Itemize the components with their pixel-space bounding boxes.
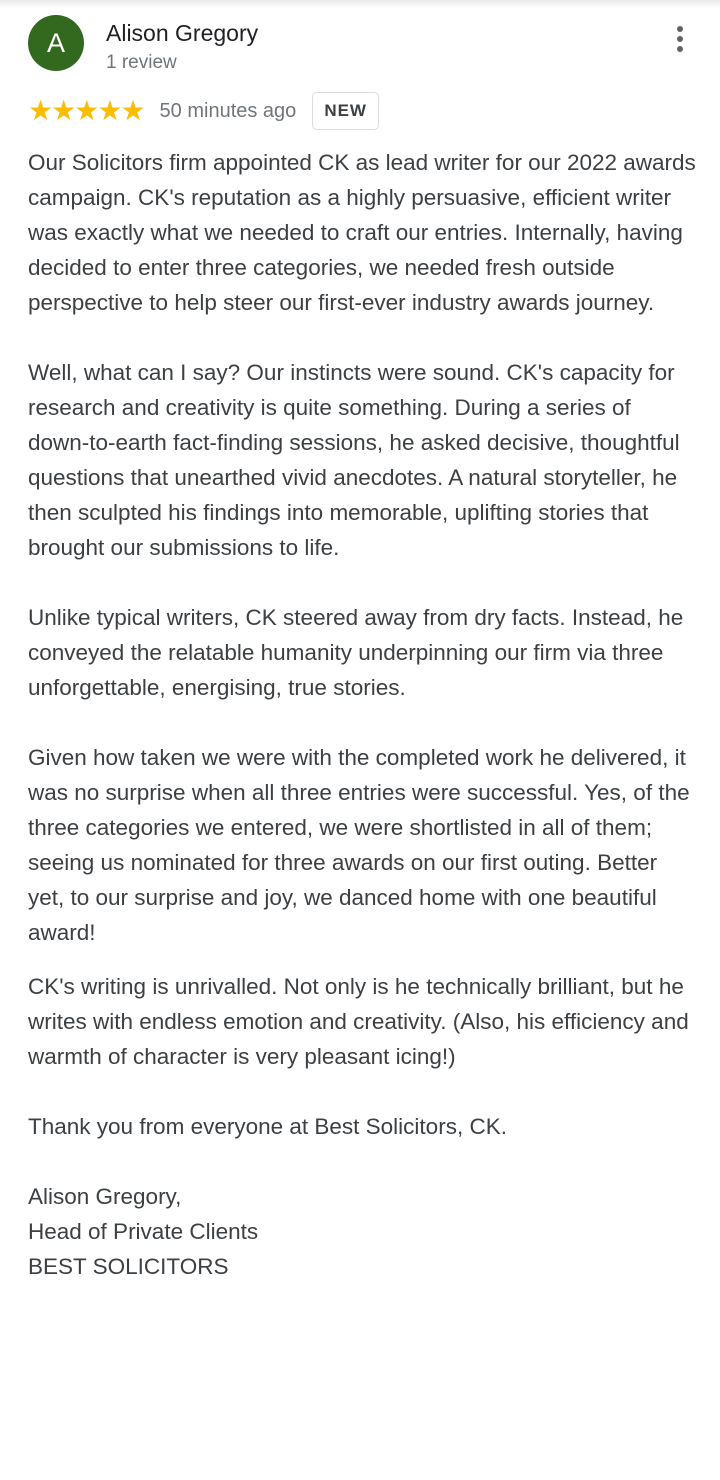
review-paragraph: Thank you from everyone at Best Solicitors, CK.	[28, 1114, 507, 1139]
review-paragraph: Well, what can I say? Our instincts were sound. CK's capacity for research and creativity is quite something. During a series of down-to-earth fact-finding sessions, he asked decisive, thoughtful questions that unearthed vivid anecdotes. A natural storyteller, he then sculpted his findings into memorable, uplifting stories that brought our submissions to life.	[28, 360, 680, 560]
review-count[interactable]: 1 review	[106, 52, 177, 73]
review-text	[28, 145, 698, 1284]
rating-row	[28, 92, 379, 130]
review-paragraph: Unlike typical writers, CK steered away from dry facts. Instead, he conveyed the relatable humanity underpinning our firm via three unforgettable, energising, true stories.	[28, 605, 684, 700]
new-badge: NEW	[312, 92, 379, 130]
more-vertical-icon	[677, 26, 683, 32]
review-paragraph: Given how taken we were with the completed work he delivered, it was no surprise when all three entries were successful. Yes, of the three categories we entered, we were shortlisted in all of them; seeing us nominated for three awards on our first outing. Better yet, to our surprise and joy, we danced home with one beautiful award!	[28, 745, 690, 945]
star-icon: ★	[74, 95, 98, 126]
signature-line: Head of Private Clients	[28, 1219, 259, 1244]
star-icon: ★	[51, 95, 75, 126]
more-vertical-icon-dot	[677, 36, 683, 42]
star-rating	[28, 97, 144, 125]
author-name[interactable]: Alison Gregory	[106, 20, 259, 46]
avatar[interactable]: A	[28, 15, 84, 71]
more-vertical-icon-dot	[677, 46, 683, 52]
review-paragraph: CK's writing is unrivalled. Not only is he technically brilliant, but he writes with endless emotion and creativity. (Also, his efficiency and warmth of character is very pleasant icing!)	[28, 974, 689, 1069]
star-icon: ★	[28, 95, 52, 126]
signature-line: Alison Gregory,	[28, 1184, 182, 1209]
signature-line: BEST SOLICITORS	[28, 1254, 229, 1279]
more-options-button[interactable]	[664, 22, 696, 56]
star-icon: ★	[97, 95, 121, 126]
star-icon: ★	[120, 95, 144, 126]
review-time: 50 minutes ago	[159, 99, 297, 122]
review-header	[0, 0, 720, 90]
review-paragraph: Our Solicitors firm appointed CK as lead writer for our 2022 awards campaign. CK's reputation as a highly persuasive, efficient writer was exactly what we needed to craft our entries. Internally, having decided to enter three categories, we needed fresh outside perspective to help steer our first-ever industry awards journey.	[28, 150, 696, 315]
